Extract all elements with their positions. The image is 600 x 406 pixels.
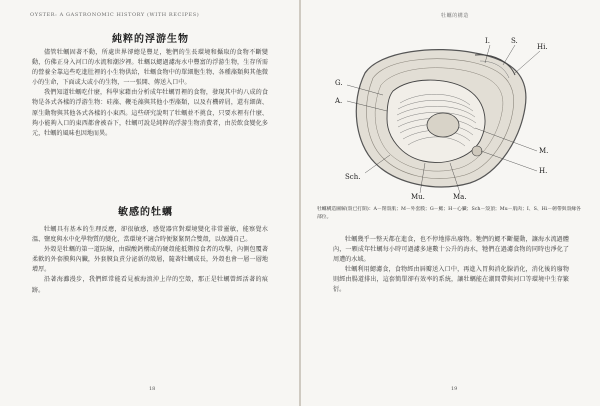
paragraph: 儘管牡蠣固著不動，所處世界卻總是豐足，牠們的生長環境和攝取的食物不斷變動，仿佛正身入河口的水流和潮汐裡。牡蠣以鰓過濾海水中豐富的浮游生物，生存所需的營養全靠這些吃進肚裡的小生物供給，牡蠣食物中的單細胞生物、各種藻類與其他微小的生命，下面或大或小的生物，一一張開、傳送入口中。 (32, 49, 268, 87)
left-page (0, 0, 299, 406)
oyster-anatomy-figure (325, 33, 575, 201)
label-I: I. (485, 37, 490, 45)
page-number-right: 19 (451, 386, 458, 392)
running-head-left: OYSTER: A GASTRONOMIC HISTORY (WITH RECIPES) (30, 12, 200, 18)
figure-caption: 牡蠣構造圖解(殼已打開)：A－閉殼肌；M－外套膜；G－鰓；H－心臟；Sch－殼頂；Mu－肌肉；I、S、Hi－韌帶與殼緣各部位。 (317, 207, 581, 220)
right-page (301, 0, 600, 406)
label-M: M. (539, 147, 549, 155)
oyster-anatomy-illustration (325, 33, 575, 201)
right-body (333, 235, 569, 296)
paragraph: 沿著海灘漫步，我們經常能看見被海浪沖上岸的空殼，那正是牡蠣曾經活著的痕跡。 (32, 276, 268, 294)
page-number-left: 18 (149, 386, 156, 392)
paragraph: 牡蠣具有基本的生理反應，卻很敏感，感覺器官對環境變化非常靈敏，能察覺水溫、鹽度與水中化學物質的變化，當環境不適合時便緊緊閉合雙殼，以保護自己。 (32, 226, 268, 244)
label-A: A. (335, 97, 343, 105)
section-title-plankton: 純粹的浮游生物 (112, 34, 189, 45)
paragraph: 牡蠣幾乎一整天都在進食，也不停地排出廢物。牠們的鰓不斷擺動，讓海水流過體內，一顆成年牡蠣每小時可過濾多達數十公升的海水，牠們在過濾食物的同時也淨化了周遭的水域。 (333, 236, 569, 264)
section1-body (32, 48, 268, 139)
paragraph: 外殼是牡蠣的第一道防線，由碳酸鈣構成的硬殼能抵禦掠食者的攻擊，內側包覆著柔軟的外套膜與內臟，外套膜負責分泌新的殼層，隨著牡蠣成長，外殼也會一層一層地增厚。 (32, 246, 268, 274)
label-Ma: Ma. (453, 193, 467, 201)
label-S: S. (511, 37, 518, 45)
label-Sch: Sch. (345, 173, 361, 181)
label-Mu: Mu. (411, 193, 425, 201)
running-head-right: 牡蠣的構造 (441, 13, 470, 19)
paragraph: 我們知道牡蠣吃什麼，科學家藉由分析成年牡蠣胃裡的食物，發現其中約八成的食物是各式各樣的浮游生物：硅藻、鞭毛藻與其他小型藻類，以及有機碎屑，還有細菌、原生動物與其他各式各樣的小東西。這些研究說明了牡蠣並不挑食，只要水裡有什麼、夠小能夠入口的東西都會被吞下，牡蠣可說是純粹的浮游生物消費者，由於飲食變化多元，牡蠣的風味也因地而異。 (32, 89, 268, 137)
section2-body (32, 225, 268, 296)
label-Hi: Hi. (537, 43, 548, 51)
label-H: H. (539, 167, 548, 175)
label-G: G. (335, 79, 343, 87)
section-title-sensitive-oyster: 敏感的牡蠣 (118, 207, 173, 218)
paragraph: 牡蠣利用鰓濾食，食物經由唇瓣送入口中，再進入胃與消化腺消化，消化後的廢物則經由腸道排出，這套簡單卻有效率的系統，讓牡蠣能在潮間帶與河口等環境中生存繁衍。 (333, 266, 569, 294)
